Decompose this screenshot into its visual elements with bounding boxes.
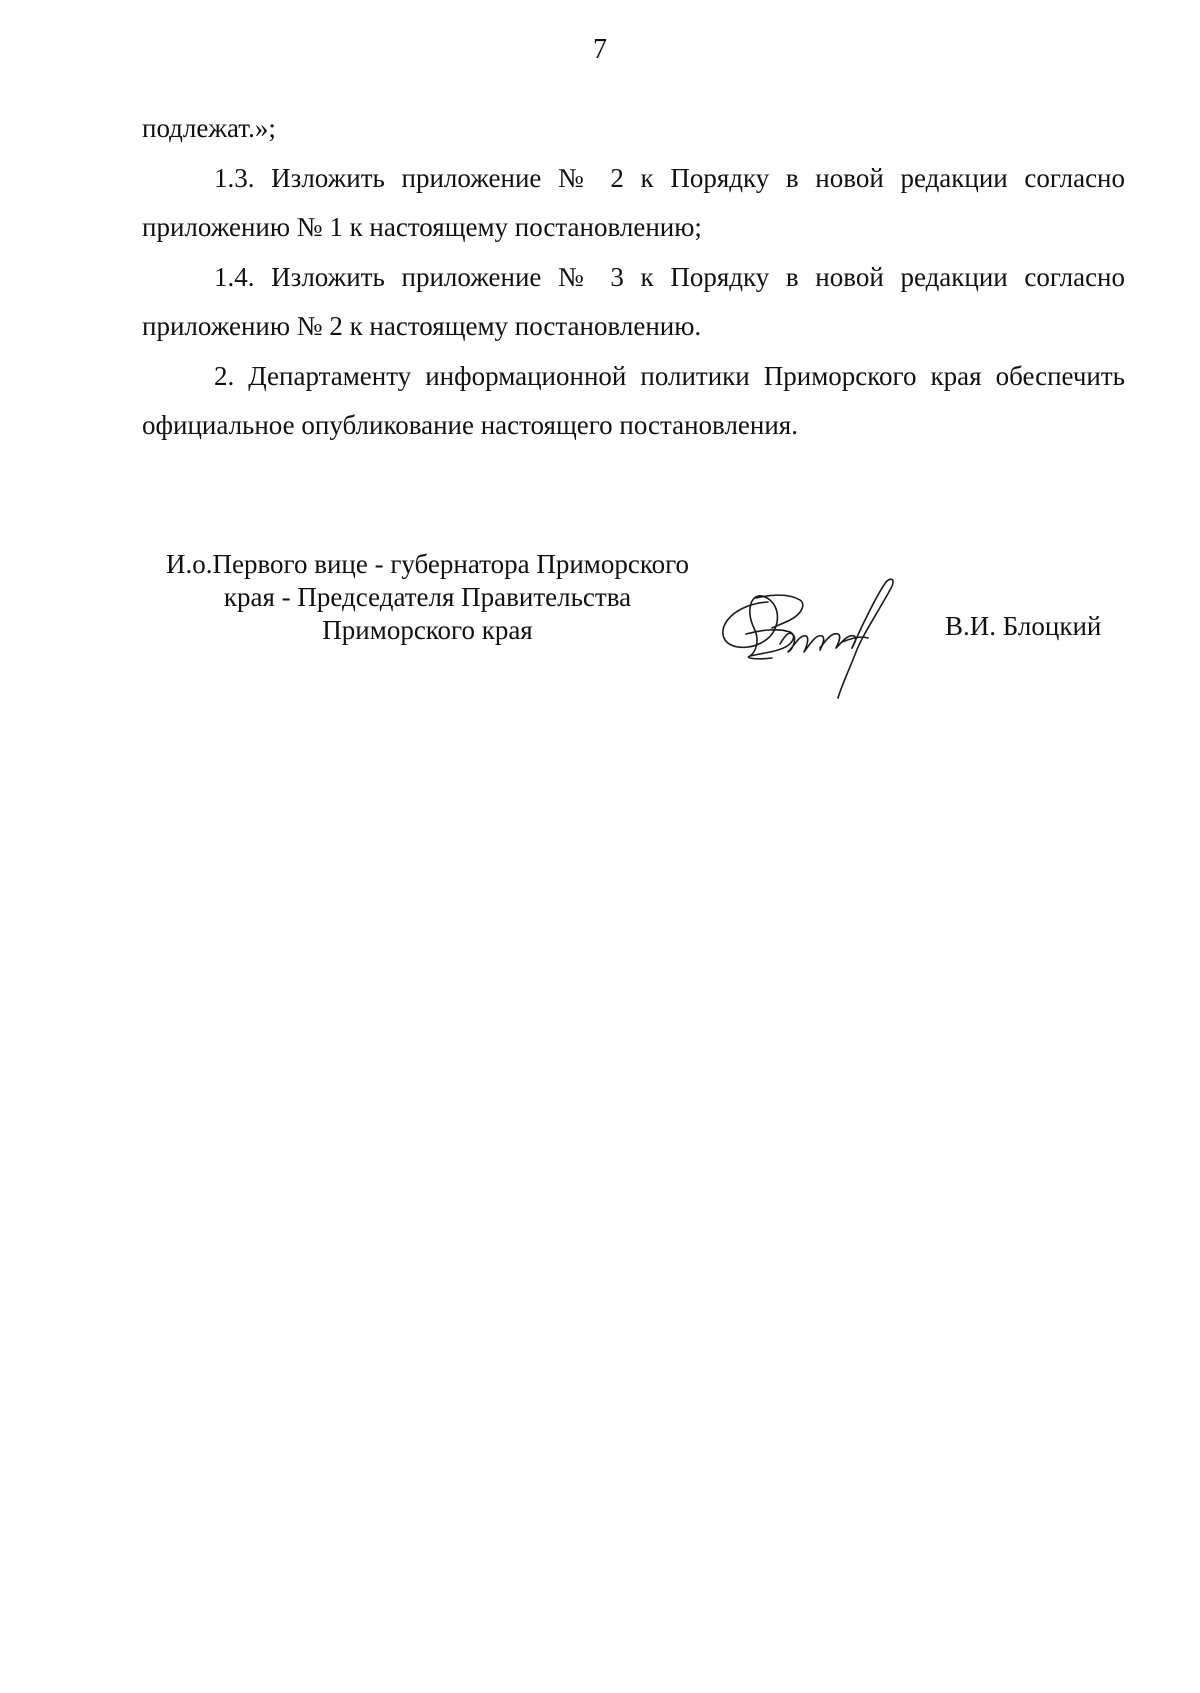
signatory-position — [140, 548, 715, 647]
paragraph-item-2: 2. Департаменту информационной политики Приморского края обеспечить официальное опубликование настоящего постановления. — [142, 360, 1125, 440]
paragraph-item-1-3: 1.3. Изложить приложение № 2 к Порядку в новой редакции согласно приложению № 1 к настоящему постановлению; — [142, 162, 1125, 242]
handwritten-signature — [716, 572, 916, 700]
signatory-position-line: Приморского края — [322, 615, 533, 645]
paragraph-item-1-4: 1.4. Изложить приложение № 3 к Порядку в новой редакции согласно приложению № 2 к настоящему постановлению. — [142, 261, 1125, 341]
signatory-position-line: края - Председателя Правительства — [223, 582, 632, 612]
page-number: 7 — [593, 34, 607, 65]
signatory-position-line: И.о.Первого вице - губернатора Приморского — [166, 549, 689, 579]
paragraph-continuation: подлежат.»; — [142, 113, 276, 143]
signer-name: В.И. Блоцкий — [945, 611, 1102, 641]
document-body — [142, 104, 1125, 451]
